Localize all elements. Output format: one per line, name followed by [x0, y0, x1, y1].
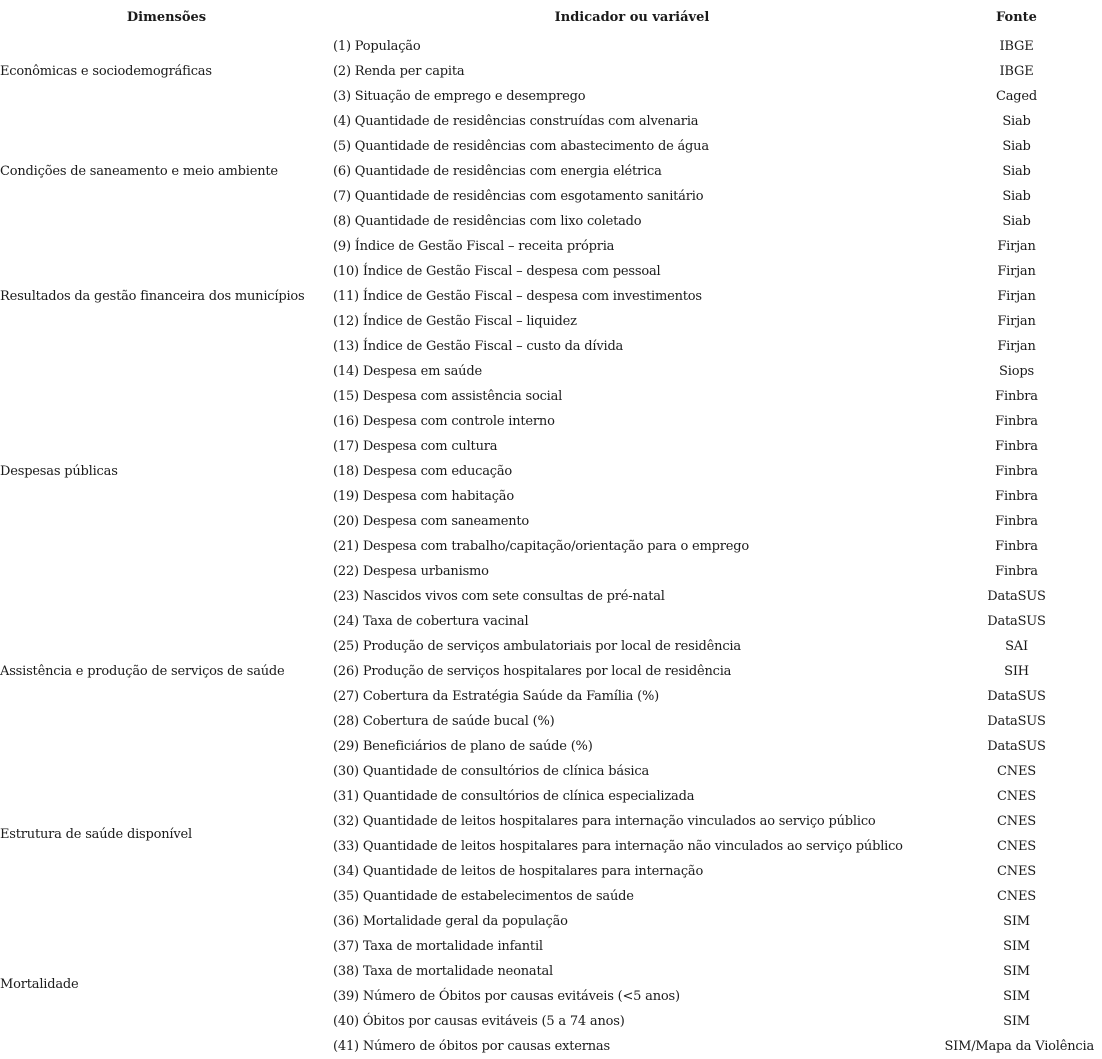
table-row [0, 34, 1102, 59]
source-cell: SIH [1004, 664, 1029, 679]
indicator-cell: (8) Quantidade de residências com lixo coletado [333, 214, 642, 229]
source-cell: Siab [1002, 189, 1031, 204]
indicator-cell: (14) Despesa em saúde [333, 364, 482, 379]
indicator-cell: (31) Quantidade de consultórios de clínica especializada [333, 789, 695, 804]
indicator-cell: (13) Índice de Gestão Fiscal – custo da dívida [333, 339, 624, 354]
indicator-cell: (11) Índice de Gestão Fiscal – despesa com investimentos [333, 289, 702, 304]
dimension-cell: Despesas públicas [0, 464, 118, 479]
indicator-cell: (21) Despesa com trabalho/capitação/orientação para o emprego [333, 539, 750, 554]
indicator-cell: (39) Número de Óbitos por causas evitáveis (<5 anos) [333, 989, 680, 1004]
source-cell: Siab [1002, 114, 1031, 129]
indicator-cell: (26) Produção de serviços hospitalares por local de residência [333, 664, 732, 679]
source-cell: Siab [1002, 164, 1031, 179]
source-cell: DataSUS [987, 589, 1046, 604]
indicator-cell: (4) Quantidade de residências construídas com alvenaria [333, 114, 699, 129]
source-cell: CNES [997, 889, 1036, 904]
source-cell: Finbra [995, 564, 1038, 579]
source-cell: SAI [1005, 639, 1028, 654]
source-cell: IBGE [999, 64, 1034, 79]
table-row [0, 584, 1102, 609]
indicator-cell: (38) Taxa de mortalidade neonatal [333, 964, 554, 979]
source-cell: SIM/Mapa da Violência [944, 1039, 1094, 1054]
table-row [0, 359, 1102, 384]
dimension-cell: Econômicas e sociodemográficas [0, 64, 212, 79]
header-row [0, 0, 1102, 34]
source-cell: SIM [1003, 914, 1030, 929]
indicator-cell: (34) Quantidade de leitos de hospitalares para internação [333, 864, 704, 879]
dimension-cell: Assistência e produção de serviços de saúde [0, 664, 285, 679]
indicator-cell: (23) Nascidos vivos com sete consultas de pré-natal [333, 589, 665, 604]
indicator-cell: (22) Despesa urbanismo [333, 564, 489, 579]
source-cell: Finbra [995, 489, 1038, 504]
table-row [0, 909, 1102, 934]
source-cell: Firjan [997, 239, 1036, 254]
indicator-cell: (25) Produção de serviços ambulatoriais por local de residência [333, 639, 741, 654]
indicator-cell: (37) Taxa de mortalidade infantil [333, 939, 543, 954]
table-row [0, 109, 1102, 134]
indicator-cell: (35) Quantidade de estabelecimentos de saúde [333, 889, 634, 904]
source-cell: Finbra [995, 414, 1038, 429]
indicator-cell: (9) Índice de Gestão Fiscal – receita própria [333, 239, 615, 254]
source-cell: DataSUS [987, 614, 1046, 629]
indicator-cell: (5) Quantidade de residências com abastecimento de água [333, 139, 709, 154]
header-indicator: Indicador ou variável [554, 9, 710, 25]
source-cell: Firjan [997, 264, 1036, 279]
source-cell: SIM [1003, 1014, 1030, 1029]
source-cell: Firjan [997, 289, 1036, 304]
indicator-cell: (1) População [333, 39, 421, 54]
indicator-cell: (12) Índice de Gestão Fiscal – liquidez [333, 314, 577, 329]
indicator-cell: (20) Despesa com saneamento [333, 514, 530, 529]
dimension-cell: Mortalidade [0, 976, 79, 992]
indicator-cell: (2) Renda per capita [333, 64, 465, 79]
source-cell: Finbra [995, 389, 1038, 404]
source-cell: IBGE [999, 39, 1034, 54]
source-cell: DataSUS [987, 739, 1046, 754]
header-dimensions: Dimensões [126, 9, 207, 25]
source-cell: Caged [995, 89, 1038, 104]
indicator-cell: (17) Despesa com cultura [333, 439, 498, 454]
source-cell: Siab [1002, 214, 1031, 229]
indicator-cell: (10) Índice de Gestão Fiscal – despesa com pessoal [333, 264, 661, 279]
dimension-cell: Resultados da gestão financeira dos municípios [0, 289, 305, 304]
indicator-cell: (33) Quantidade de leitos hospitalares para internação não vinculados ao serviço público [333, 839, 903, 854]
table-row [0, 759, 1102, 784]
header-source: Fonte [996, 9, 1037, 25]
table-row [0, 234, 1102, 259]
indicator-cell: (32) Quantidade de leitos hospitalares para internação vinculados ao serviço público [333, 814, 876, 829]
indicator-cell: (7) Quantidade de residências com esgotamento sanitário [333, 189, 704, 204]
source-cell: CNES [997, 839, 1036, 854]
indicator-cell: (36) Mortalidade geral da população [333, 914, 568, 929]
source-cell: SIM [1003, 939, 1030, 954]
dimension-cell: Estrutura de saúde disponível [0, 826, 192, 842]
source-cell: Siops [999, 364, 1034, 379]
source-cell: DataSUS [987, 689, 1046, 704]
indicator-cell: (24) Taxa de cobertura vacinal [333, 614, 529, 629]
indicator-cell: (30) Quantidade de consultórios de clínica básica [333, 764, 650, 779]
source-cell: CNES [997, 764, 1036, 779]
dimension-cell: Condições de saneamento e meio ambiente [0, 164, 278, 179]
table-body [0, 34, 1102, 1059]
source-cell: Siab [1002, 139, 1031, 154]
source-cell: Finbra [995, 539, 1038, 554]
source-cell: Firjan [997, 314, 1036, 329]
source-cell: Firjan [997, 339, 1036, 354]
indicator-cell: (28) Cobertura de saúde bucal (%) [333, 714, 555, 729]
indicator-cell: (18) Despesa com educação [333, 464, 513, 479]
indicator-cell: (3) Situação de emprego e desemprego [333, 89, 586, 104]
indicator-cell: (41) Número de óbitos por causas externas [333, 1039, 610, 1054]
indicator-cell: (6) Quantidade de residências com energia elétrica [333, 164, 662, 179]
source-cell: Finbra [995, 514, 1038, 529]
source-cell: CNES [997, 814, 1036, 829]
source-cell: CNES [997, 864, 1036, 879]
indicator-cell: (16) Despesa com controle interno [333, 414, 555, 429]
indicator-cell: (19) Despesa com habitação [333, 489, 514, 504]
indicator-cell: (29) Beneficiários de plano de saúde (%) [333, 739, 593, 754]
source-cell: SIM [1003, 964, 1030, 979]
source-cell: CNES [997, 789, 1036, 804]
indicator-cell: (15) Despesa com assistência social [333, 389, 563, 404]
indicator-cell: (27) Cobertura da Estratégia Saúde da Família (%) [333, 689, 659, 704]
source-cell: DataSUS [987, 714, 1046, 729]
source-cell: Finbra [995, 464, 1038, 479]
source-cell: SIM [1003, 989, 1030, 1004]
source-cell: Finbra [995, 439, 1038, 454]
indicator-cell: (40) Óbitos por causas evitáveis (5 a 74 anos) [333, 1014, 625, 1029]
